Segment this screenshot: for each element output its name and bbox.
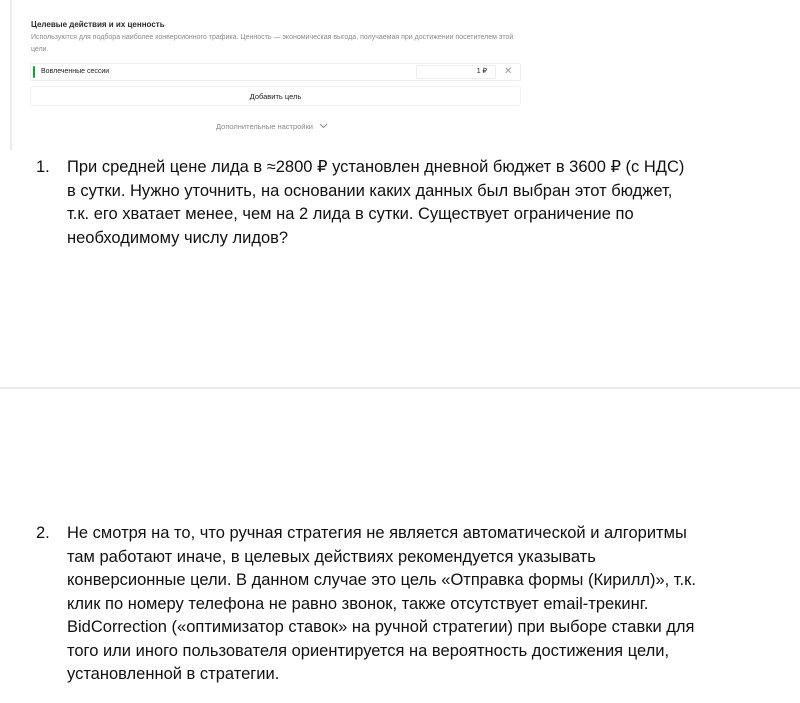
note-item: [36, 522, 766, 687]
goal-row[interactable]: [30, 63, 521, 81]
goals-settings-screenshot: [0, 0, 800, 150]
note-number: 1.: [36, 158, 50, 176]
more-settings-label: Дополнительные настройки: [216, 122, 313, 131]
goals-section-description: Используются для подбора наиболее конверсионного трафика. Ценность — экономическая выгода, получаемая при достижении посетителем этой цели.: [31, 34, 514, 53]
close-icon[interactable]: ✕: [504, 66, 513, 77]
goal-value-input[interactable]: 1 ₽: [416, 65, 496, 79]
chevron-down-icon: [319, 122, 328, 131]
goals-section-title: Целевые действия и их ценность: [31, 20, 165, 29]
page-divider: [0, 387, 800, 389]
note-text: При средней цене лида в ≈2800 ₽ установлен дневной бюджет в 3600 ₽ (с НДС) в сутки. Нужно уточнить, на основании каких данных был выбран этот бюджет, т.к. его хватает менее, чем на 2 лида в сутки. Существует ограничение по необходимому числу лидов?: [67, 158, 685, 247]
note-number: 2.: [36, 524, 50, 542]
note-text: Не смотря на то, что ручная стратегия не является автоматической и алгоритмы там работают иначе, в целевых действиях рекомендуется указывать конверсионные цели. В данном случае это цель «Отправка формы (Кирилл)», т.к. клик по номеру телефона не равно звонок, также отсутствует email-трекинг. BidCorrection («оптимизатор ставок» на ручной стратегии) при выборе ставки для того или иного пользователя ориентируется на вероятность достижения цели, установленной в стратегии.: [67, 524, 696, 683]
goal-status-bar: [33, 66, 35, 78]
goal-name: Вовлеченные сессии: [41, 68, 110, 75]
more-settings-toggle[interactable]: [216, 122, 328, 131]
note-item: [36, 156, 766, 250]
panel-edge: [10, 0, 12, 150]
add-goal-button[interactable]: Добавить цель: [30, 86, 521, 106]
